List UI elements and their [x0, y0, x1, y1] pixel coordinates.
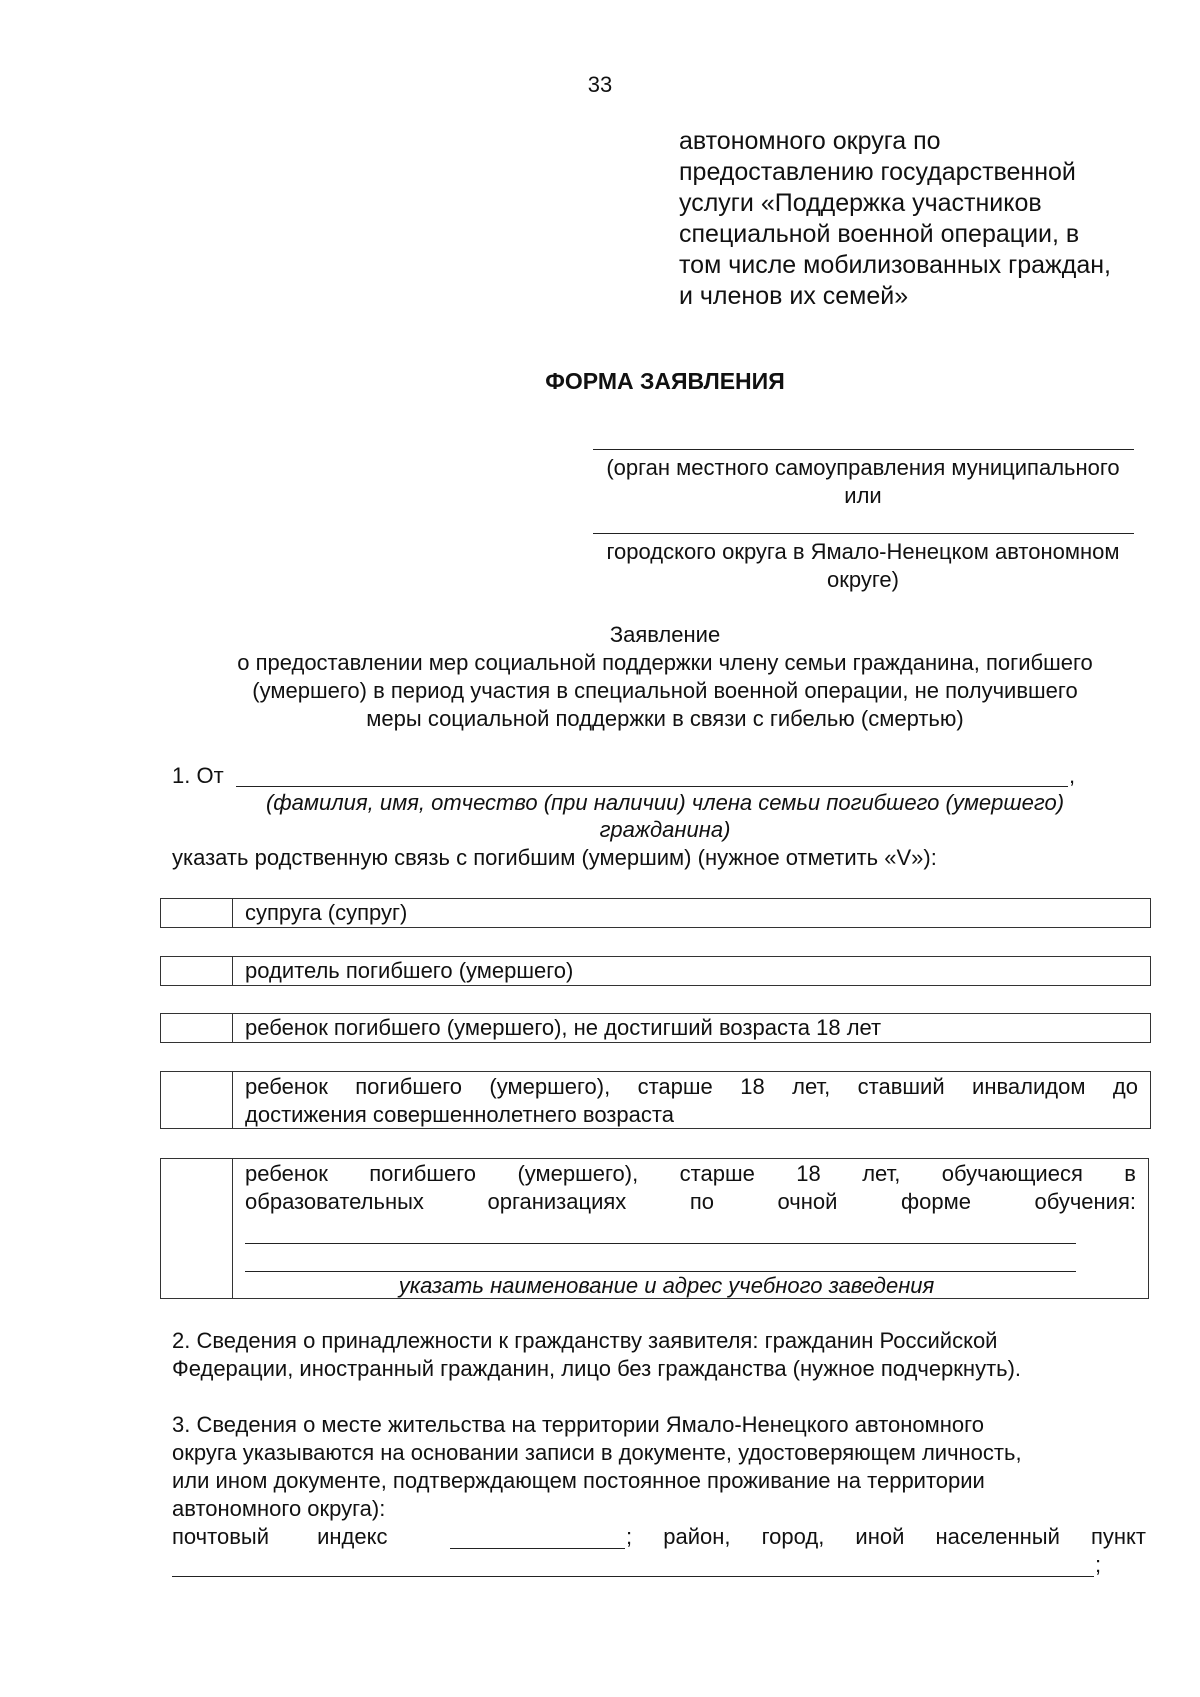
option-label: ребенок погибшего (умершего), старше 18 лет, ставший инвалидом до	[245, 1074, 1138, 1099]
applicant-name-caption: (фамилия, имя, отчество (при наличии) члена семьи погибшего (умершего)	[265, 790, 1065, 815]
option-child-disabled	[160, 1071, 1151, 1129]
option-parent	[160, 956, 1151, 986]
residence-line: 3. Сведения о месте жительства на территории Ямало-Ненецкого автономного	[172, 1412, 984, 1437]
option-label: ребенок погибшего (умершего), не достигший возраста 18 лет	[245, 1015, 882, 1040]
checkbox-spouse[interactable]	[161, 899, 233, 927]
option-label: ребенок погибшего (умершего), старше 18 лет, обучающиеся в	[245, 1161, 1136, 1186]
application-subject-line: меры социальной поддержки в связи с гибелью (смертью)	[366, 706, 964, 731]
header-reference	[679, 126, 1149, 312]
locality-label: ; район, город, иной населенный пункт	[626, 1524, 1146, 1549]
option-label: достижения совершеннолетнего возраста	[245, 1102, 674, 1127]
citizenship-line: Федерации, иностранный гражданин, лицо без гражданства (нужное подчеркнуть).	[172, 1356, 1022, 1381]
option-label: супруга (супруг)	[245, 900, 408, 925]
residence-line: округа указываются на основании записи в документе, удостоверяющем личность,	[172, 1440, 1022, 1465]
relation-prompt: указать родственную связь с погибшим (умершим) (нужное отметить «V»):	[172, 845, 937, 870]
application-heading: Заявление	[609, 622, 721, 647]
recipient-caption-2: городского округа в Ямало-Ненецком автономном	[606, 539, 1120, 564]
header-line: специальной военной операции, в	[679, 220, 1080, 248]
school-field-caption: указать наименование и адрес учебного заведения	[398, 1273, 935, 1298]
recipient-caption-or: или	[844, 483, 882, 508]
locality-semicolon: ;	[1095, 1552, 1102, 1577]
residence-line: или ином документе, подтверждающем постоянное проживание на территории	[172, 1468, 985, 1493]
postal-index-field[interactable]	[450, 1548, 625, 1549]
residence-line: автономного округа):	[172, 1496, 386, 1521]
page-number: 33	[587, 72, 613, 97]
checkbox-child-under-18[interactable]	[161, 1014, 233, 1042]
option-child-student	[160, 1158, 1149, 1299]
recipient-line-1[interactable]	[593, 449, 1134, 450]
school-field-line-1[interactable]	[245, 1243, 1076, 1244]
header-line: услуги «Поддержка участников	[679, 189, 1042, 217]
header-line: и членов их семей»	[679, 282, 909, 310]
header-line: автономного округа по	[679, 127, 941, 155]
option-child-under-18	[160, 1013, 1151, 1043]
checkbox-parent[interactable]	[161, 957, 233, 985]
applicant-name-caption: гражданина)	[599, 817, 731, 842]
recipient-line-2[interactable]	[593, 533, 1134, 534]
recipient-caption-1: (орган местного самоуправления муниципального	[606, 455, 1120, 480]
recipient-caption-3: округе)	[827, 567, 899, 592]
application-subject-line: (умершего) в период участия в специальной военной операции, не получившего	[252, 678, 1078, 703]
postal-index-label: почтовый индекс	[172, 1524, 388, 1549]
locality-field[interactable]	[172, 1576, 1094, 1577]
checkbox-child-disabled[interactable]	[161, 1072, 233, 1128]
applicant-name-field[interactable]	[236, 786, 1068, 787]
form-title: ФОРМА ЗАЯВЛЕНИЯ	[545, 368, 785, 394]
option-spouse	[160, 898, 1151, 928]
application-subject-line: о предоставлении мер социальной поддержки члену семьи гражданина, погибшего	[237, 650, 1093, 675]
citizenship-line: 2. Сведения о принадлежности к гражданству заявителя: гражданин Российской	[172, 1328, 998, 1353]
option-label: родитель погибшего (умершего)	[245, 958, 574, 983]
checkbox-child-student[interactable]	[161, 1159, 233, 1298]
option-label: образовательных организациях по очной форме обучения:	[245, 1189, 1136, 1214]
from-label: 1. От	[172, 763, 224, 788]
from-comma: ,	[1069, 763, 1076, 788]
header-line: предоставлению государственной	[679, 158, 1076, 186]
header-line: том числе мобилизованных граждан,	[679, 251, 1111, 279]
